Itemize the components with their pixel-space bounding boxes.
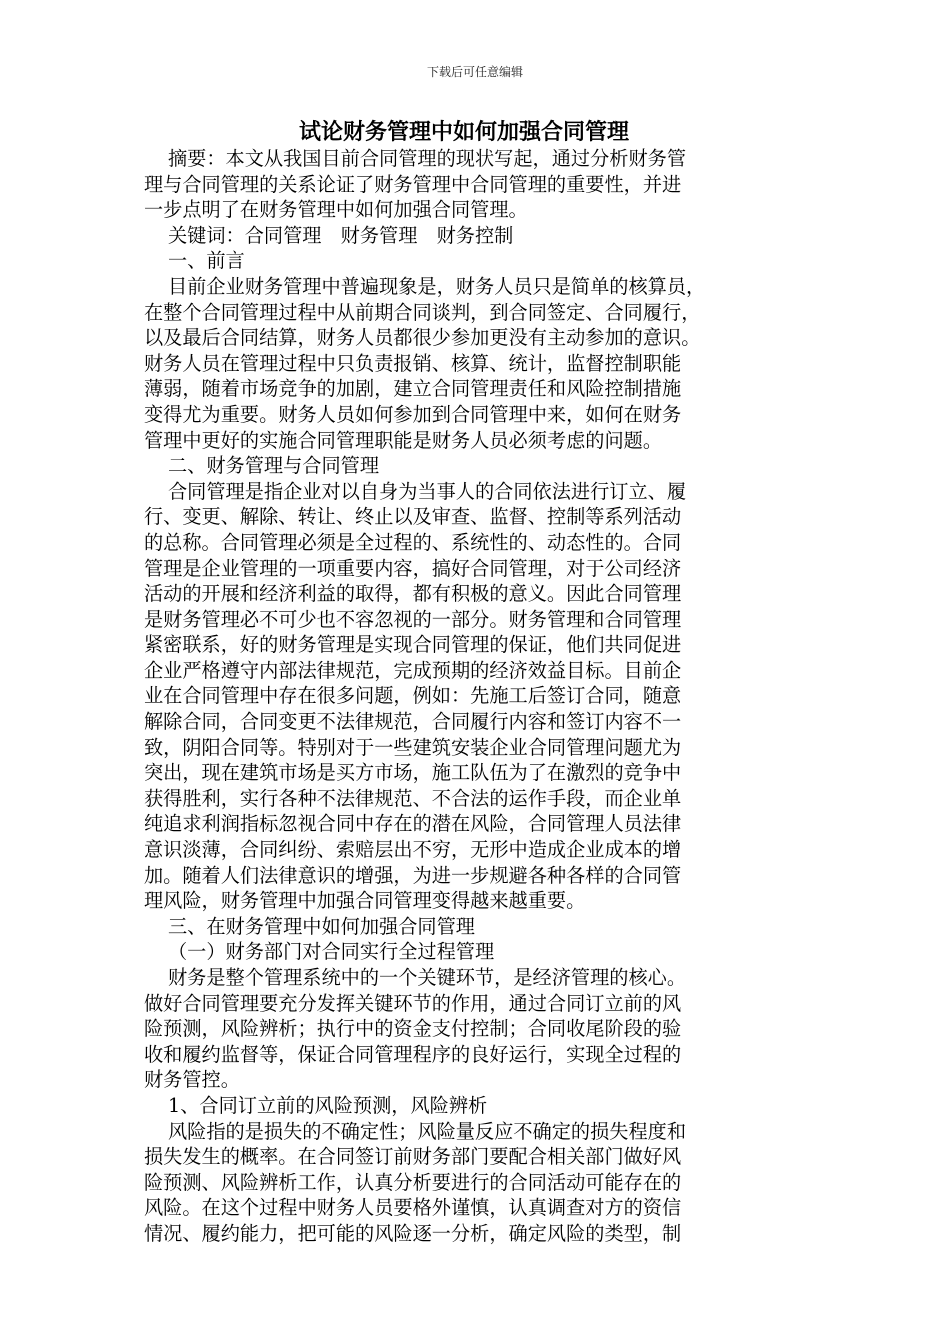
- text-line: 企业严格遵守内部法律规范，完成预期的经济效益目标。目前企: [144, 658, 682, 682]
- text-line: 风险。在这个过程中财务人员要格外谨慎，认真调查对方的资信: [144, 1196, 682, 1220]
- text-line: 损失发生的概率。在合同签订前财务部门要配合相关部门做好风: [144, 1145, 682, 1169]
- text-line: 险预测、风险辨析工作，认真分析要进行的合同活动可能存在的: [144, 1170, 682, 1194]
- text-line: 一步点明了在财务管理中如何加强合同管理。: [144, 198, 528, 222]
- text-line: 业在合同管理中存在很多问题，例如：先施工后签订合同，随意: [144, 684, 682, 708]
- document-body: [144, 118, 784, 1247]
- text-line: 活动的开展和经济利益的取得，都有积极的意义。因此合同管理: [144, 582, 682, 606]
- text-line: 管理是企业管理的一项重要内容，搞好合同管理，对于公司经济: [144, 556, 682, 580]
- text-line: 关键词：合同管理 财务管理 财务控制: [168, 223, 514, 247]
- text-line: 突出，现在建筑市场是买方市场，施工队伍为了在激烈的竞争中: [144, 761, 682, 785]
- text-line: 三、在财务管理中如何加强合同管理: [168, 914, 475, 938]
- text-line: 做好合同管理要充分发挥关键环节的作用，通过合同订立前的风: [144, 991, 682, 1015]
- text-line: 意识淡薄，合同纠纷、索赔层出不穷，无形中造成企业成本的增: [144, 838, 682, 862]
- text-line: 致，阴阳合同等。特别对于一些建筑安装企业合同管理问题尤为: [144, 735, 682, 759]
- text-line: 财务人员在管理过程中只负责报销、核算、统计，监督控制职能: [144, 351, 682, 375]
- text-line: 合同管理是指企业对以自身为当事人的合同依法进行订立、履: [168, 479, 687, 503]
- text-line: 以及最后合同结算，财务人员都很少参加更没有主动参加的意识。: [144, 326, 701, 350]
- text-line: 险预测，风险辨析；执行中的资金支付控制；合同收尾阶段的验: [144, 1017, 682, 1041]
- text-line: 情况、履约能力，把可能的风险逐一分析，确定风险的类型，制: [144, 1221, 682, 1245]
- text-line: 行、变更、解除、转让、终止以及审查、监督、控制等系列活动: [144, 505, 682, 529]
- text-line: 薄弱，随着市场竞争的加剧，建立合同管理责任和风险控制措施: [144, 377, 682, 401]
- body-text: [144, 146, 784, 1247]
- text-line: 是财务管理必不可少也不容忽视的一部分。财务管理和合同管理: [144, 607, 682, 631]
- text-line: 目前企业财务管理中普遍现象是，财务人员只是简单的核算员，: [168, 274, 706, 298]
- text-line: 收和履约监督等，保证合同管理程序的良好运行，实现全过程的: [144, 1042, 682, 1066]
- text-line: 风险指的是损失的不确定性；风险量反应不确定的损失程度和: [168, 1119, 687, 1143]
- text-line: 加。随着人们法律意识的增强，为进一步规避各种各样的合同管: [144, 863, 682, 887]
- text-line: 纯追求利润指标忽视合同中存在的潜在风险，合同管理人员法律: [144, 812, 682, 836]
- text-line: 紧密联系，好的财务管理是实现合同管理的保证，他们共同促进: [144, 633, 682, 657]
- text-line: 获得胜利，实行各种不法律规范、不合法的运作手段，而企业单: [144, 786, 682, 810]
- text-line: （一）财务部门对合同实行全过程管理: [168, 940, 495, 964]
- text-line: 理与合同管理的关系论证了财务管理中合同管理的重要性，并进: [144, 172, 682, 196]
- text-line: 管理中更好的实施合同管理职能是财务人员必须考虑的问题。: [144, 428, 663, 452]
- text-line: 财务管控。: [144, 1068, 240, 1092]
- text-line: 一、前言: [168, 249, 245, 273]
- header-note: 下载后可任意编辑: [426, 65, 523, 79]
- text-line: 1、合同订立前的风险预测，风险辨析: [168, 1093, 488, 1117]
- text-line: 的总称。合同管理必须是全过程的、系统性的、动态性的。合同: [144, 530, 682, 554]
- text-line: 解除合同，合同变更不法律规范，合同履行内容和签订内容不一: [144, 710, 682, 734]
- text-line: 在整个合同管理过程中从前期合同谈判，到合同签定、合同履行，: [144, 300, 701, 324]
- text-line: 财务是整个管理系统中的一个关键环节，是经济管理的核心。: [168, 966, 687, 989]
- text-line: 摘要：本文从我国目前合同管理的现状写起，通过分析财务管: [168, 147, 687, 170]
- text-line: 二、财务管理与合同管理: [168, 454, 380, 478]
- document-title: 试论财务管理中如何加强合同管理: [298, 119, 629, 145]
- text-line: 变得尤为重要。财务人员如何参加到合同管理中来，如何在财务: [144, 402, 682, 426]
- text-line: 理风险，财务管理中加强合同管理变得越来越重要。: [144, 889, 586, 913]
